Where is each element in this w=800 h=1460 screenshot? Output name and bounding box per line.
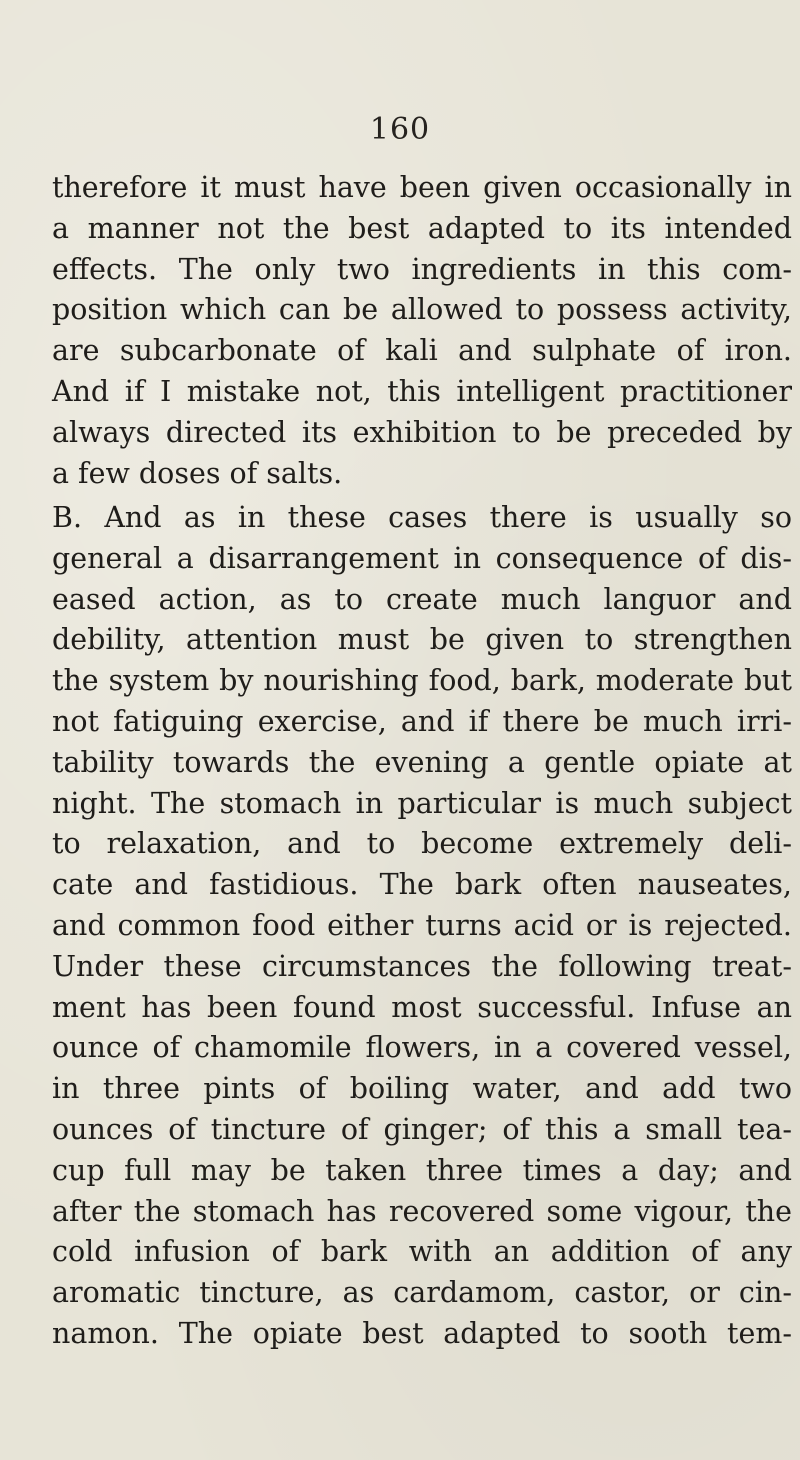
text-line: and common food either turns acid or is rejected. [52,908,792,942]
text-line: to relaxation, and to become extremely deli- [52,827,792,861]
text-line: not fatiguing exercise, and if there be much irri- [52,704,792,738]
paragraph-2 [52,498,792,1355]
text-line: ounces of tincture of ginger; of this a small tea- [52,1112,792,1146]
text-line: And if I mistake not, this intelligent practitioner [52,374,792,408]
text-line: cold infusion of bark with an addition of any [52,1235,792,1269]
text-line: eased action, as to create much languor and [52,582,792,616]
text-line: aromatic tincture, as cardamom, castor, or cin- [52,1276,792,1310]
text-line: position which can be allowed to possess activity, [52,293,792,327]
text-line: night. The stomach in particular is much subject [52,786,792,820]
text-line: in three pints of boiling water, and add two [52,1072,792,1106]
text-line: therefore it must have been given occasionally in [52,171,792,204]
text-line: ounce of chamomile flowers, in a covered vessel, [52,1031,792,1065]
text-line: cate and fastidious. The bark often nauseates, [52,868,792,902]
text-line: effects. The only two ingredients in this com- [52,252,792,286]
paragraph-1 [52,168,792,494]
text-line: cup full may be taken three times a day; and [52,1153,792,1187]
text-line: general a disarrangement in consequence of dis- [52,541,792,575]
text-line: B. And as in these cases there is usually so [52,501,792,534]
text-line: a few doses of salts. [52,456,343,490]
text-line: debility, attention must be given to strengthen [52,623,792,657]
text-line: after the stomach has recovered some vigour, the [52,1194,792,1228]
text-line: namon. The opiate best adapted to sooth tem- [52,1316,792,1350]
text-line: ment has been found most successful. Infuse an [52,990,792,1024]
text-line: tability towards the evening a gentle opiate at [52,745,792,779]
text-line: Under these circumstances the following treat- [52,949,792,983]
text-line: the system by nourishing food, bark, moderate but [52,664,792,698]
text-line: always directed its exhibition to be preceded by [52,415,792,449]
page-number: 160 [369,112,431,147]
text-line: a manner not the best adapted to its intended [52,211,792,245]
text-line: are subcarbonate of kali and sulphate of iron. [52,334,792,368]
